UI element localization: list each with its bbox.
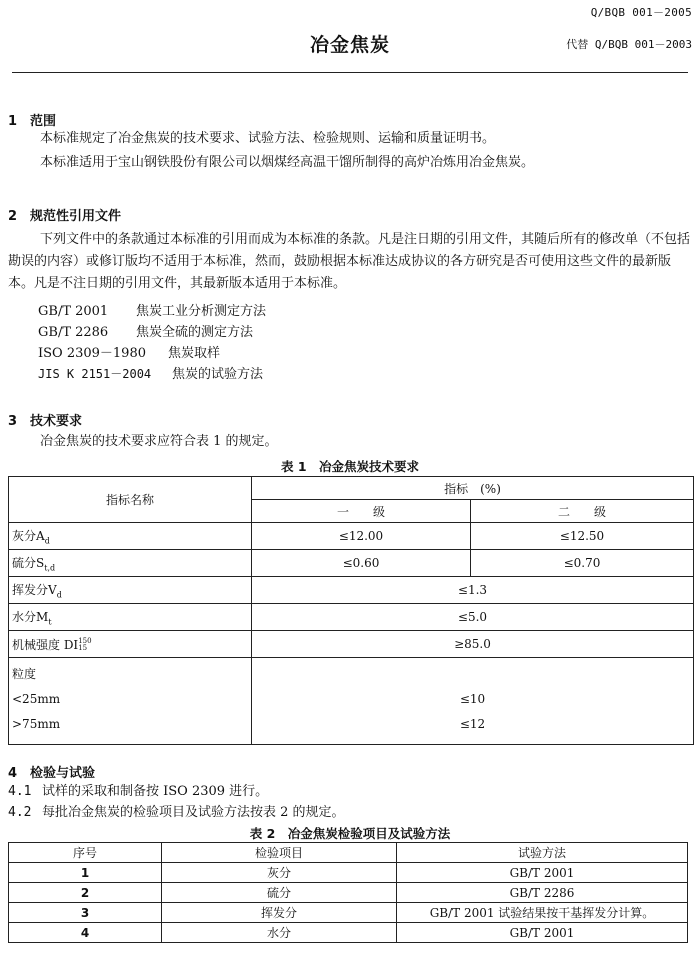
row-name: 硫分$S_{t,d}$: [9, 550, 252, 577]
col-header-seq: 序号: [9, 843, 162, 863]
table-row: [9, 577, 694, 604]
row-name: 机械强度 DI 150 15: [9, 631, 252, 658]
row-grade-2-value: ≤0.70: [471, 550, 694, 577]
clause-4-1: 4.1 试样的采取和制备按 ISO 2309 进行。: [8, 784, 269, 799]
reference-item: [38, 300, 266, 319]
table-2-caption: 表 2 冶金焦炭检验项目及试验方法: [249, 826, 451, 841]
row-name: 灰分$A_d$: [9, 523, 252, 550]
table-row: 1 灰分 GB/T 2001: [9, 863, 688, 883]
row-value-size: ≤10 ≤12: [252, 658, 694, 745]
technical-requirements-table: [8, 476, 694, 745]
clause-4-2: 4.2 每批冶金焦炭的检验项目及试验方法按表 2 的规定。: [8, 805, 345, 820]
reference-code: GB/T 2286: [38, 325, 109, 340]
reference-item: [38, 321, 253, 340]
section-1-paragraph-2: 本标准适用于宝山钢铁股份有限公司以烟煤经高温干馏所制得的高炉冶炼用冶金焦炭。: [40, 155, 535, 170]
table-row: [9, 631, 694, 658]
reference-name: 焦炭工业分析测定方法: [136, 304, 267, 319]
section-4-heading: [8, 762, 95, 781]
section-number: 3: [8, 414, 18, 429]
row-name: 水分$M_t$: [9, 604, 252, 631]
document-title: 冶金焦炭: [309, 34, 390, 56]
row-value: ≤5.0: [252, 604, 694, 631]
row-name: 挥发分$V_d$: [9, 577, 252, 604]
col-header-index: 指标 (%): [252, 477, 694, 500]
header-rule: [12, 72, 688, 73]
reference-item: [38, 363, 263, 382]
table-row: 3 挥发分 GB/T 2001 试验结果按干基挥发分计算。: [9, 903, 688, 923]
section-1-paragraph-1: 本标准规定了冶金焦炭的技术要求、试验方法、检验规则、运输和质量证明书。: [40, 131, 496, 146]
section-number: 4: [8, 766, 18, 781]
table-row-size: [9, 658, 694, 745]
row-grade-2-value: ≤12.50: [471, 523, 694, 550]
row-grade-1-value: ≤12.00: [252, 523, 471, 550]
section-title: 规范性引用文件: [30, 209, 122, 224]
table-header-row: [9, 843, 688, 863]
reference-item: [38, 342, 220, 361]
section-title: 范围: [30, 114, 57, 129]
inspection-items-table: [8, 842, 688, 943]
reference-code: GB/T 2001: [38, 304, 109, 319]
table-row: [9, 550, 694, 577]
row-grade-1-value: ≤0.60: [252, 550, 471, 577]
section-number: 2: [8, 209, 18, 224]
section-title: 技术要求: [30, 414, 83, 429]
table-row: [9, 604, 694, 631]
col-header-item: 检验项目: [162, 843, 397, 863]
section-title: 检验与试验: [30, 766, 96, 781]
reference-code: ISO 2309－1980: [38, 346, 146, 361]
row-value: ≤1.3: [252, 577, 694, 604]
reference-code: JIS K 2151－2004: [38, 367, 152, 381]
section-2-paragraph: 下列文件中的条款通过本标准的引用而成为本标准的条款。凡是注日期的引用文件，其随后所有的修改单（不包括勘误的内容）或修订版均不适用于本标准，然而，鼓励根据本标准达成协议的各方研究是否可使用这些文件的最新版本。凡是不注日期的引用文件，其最新版本适用于本标准。: [8, 232, 691, 291]
section-number: 1: [8, 114, 18, 129]
section-3-paragraph: 冶金焦炭的技术要求应符合表 1 的规定。: [40, 434, 278, 449]
table-row: [9, 523, 694, 550]
section-1-heading: [8, 110, 56, 129]
table-row: 2 硫分 GB/T 2286: [9, 883, 688, 903]
section-3-heading: [8, 410, 82, 429]
col-header-grade-2: 二 级: [471, 500, 694, 523]
reference-name: 焦炭全硫的测定方法: [136, 325, 254, 340]
table-row: 4 水分 GB/T 2001: [9, 923, 688, 943]
table-1-caption: 表 1 冶金焦炭技术要求: [280, 459, 420, 474]
reference-name: 焦炭的试验方法: [172, 367, 264, 382]
col-header-name: 指标名称: [9, 477, 252, 523]
row-name-size: 粒度 <25mm >75mm: [9, 658, 252, 745]
section-2-heading: [8, 205, 121, 224]
replaces-standard: 代替 Q/BQB 001－2003: [566, 38, 692, 51]
col-header-grade-1: 一 级: [252, 500, 471, 523]
reference-name: 焦炭取样: [168, 346, 221, 361]
col-header-method: 试验方法: [397, 843, 688, 863]
standard-number: Q/BQB 001－2005: [590, 6, 692, 19]
row-value: ≥85.0: [252, 631, 694, 658]
